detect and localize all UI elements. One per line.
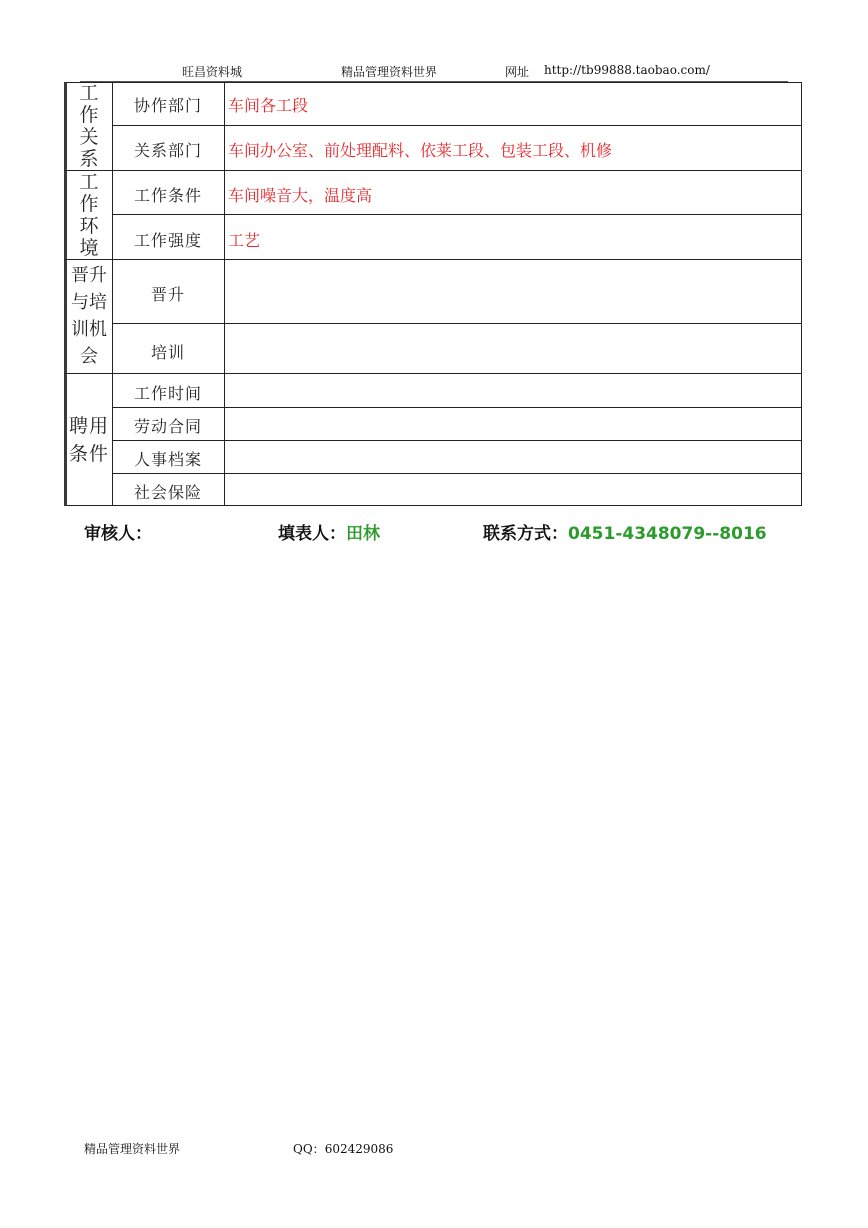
group-title-text: 晋升 与培 训机 会 (71, 265, 107, 367)
group-divider (64, 373, 802, 374)
label-related-department: 关系部门 (133, 141, 202, 160)
row-divider (112, 440, 802, 441)
label-promotion: 晋升 (150, 285, 185, 304)
group-title-work-relations (66, 82, 112, 170)
group-title-text: 工 作 关 系 (79, 82, 99, 170)
label-work-conditions: 工作条件 (133, 186, 202, 205)
contact-label: 联系方式： (483, 524, 568, 544)
group-title-employment-terms (66, 412, 112, 472)
value-related-department[interactable]: 车间办公室、前处理配料、依莱工段、包装工段、机修 (228, 141, 613, 160)
row-divider (112, 125, 802, 126)
group-divider (64, 259, 802, 260)
row-divider (112, 323, 802, 324)
filler-label: 填表人： (278, 524, 346, 544)
group-title-text: 聘用 条件 (68, 415, 109, 465)
contact-field (483, 519, 767, 543)
group-title-text: 工 作 环 境 (79, 171, 99, 259)
value-work-conditions[interactable]: 车间噪音大，温度高 (228, 186, 373, 205)
row-divider (112, 214, 802, 215)
group-divider (64, 170, 802, 171)
header-shop-name: 旺昌资料城 (182, 65, 243, 79)
footer-qq (293, 1140, 393, 1157)
footer-qq-number: 602429086 (324, 1142, 394, 1156)
row-divider (112, 407, 802, 408)
label-training: 培训 (150, 343, 185, 362)
job-description-form (64, 82, 802, 506)
header-title: 精品管理资料世界 (341, 65, 438, 79)
footer-qq-label: QQ： (293, 1142, 325, 1156)
label-social-insurance: 社会保险 (133, 483, 202, 502)
label-cooperating-department: 协作部门 (133, 96, 202, 115)
filler-field (278, 519, 380, 543)
page-header (0, 63, 868, 79)
value-cooperating-department[interactable]: 车间各工段 (228, 96, 309, 115)
value-work-intensity[interactable]: 工艺 (228, 231, 261, 250)
reviewer-field (84, 519, 152, 543)
label-personnel-file: 人事档案 (133, 450, 202, 469)
footer-title: 精品管理资料世界 (84, 1142, 181, 1156)
label-column-divider (224, 82, 225, 506)
group-title-promotion-training (66, 262, 112, 372)
group-title-work-environment (66, 171, 112, 259)
filler-value[interactable]: 田林 (346, 524, 380, 544)
contact-value[interactable]: 0451-4348079--8016 (568, 524, 767, 544)
label-work-intensity: 工作强度 (133, 231, 202, 250)
header-url-label: 网址 (505, 65, 530, 79)
reviewer-label: 审核人： (84, 524, 152, 544)
header-url-link[interactable]: http://tb99888.taobao.com/ (544, 63, 710, 77)
label-labor-contract: 劳动合同 (133, 417, 202, 436)
label-working-hours: 工作时间 (133, 384, 202, 403)
row-divider (112, 473, 802, 474)
